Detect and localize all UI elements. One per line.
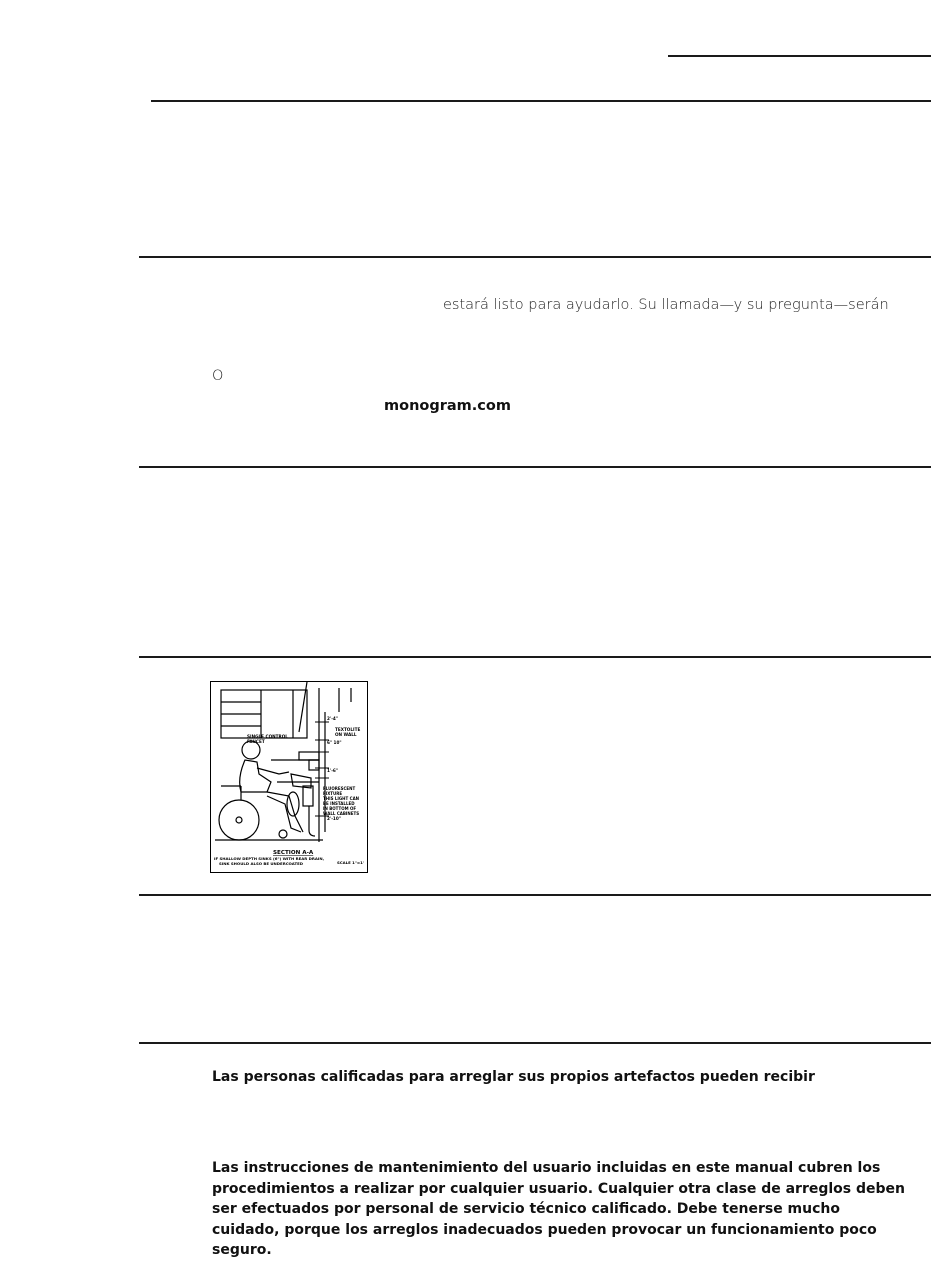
textolite-label: TEXTOLITE [335,727,361,732]
figure-note-line1: IF SHALLOW DEPTH SINKS (6") WITH REAR DRAIN, [214,856,325,861]
support-or-text: O [212,368,224,384]
section-divider-5 [139,1042,931,1044]
svg-text:BE INSTALLED: BE INSTALLED [323,801,355,806]
svg-text:WALL CABINETS: WALL CABINETS [323,811,360,816]
figure-note-line2: SINK SHOULD ALSO BE UNDERCOATED [219,861,304,866]
website-link[interactable]: monogram.com [384,398,511,414]
section-divider-4 [139,894,931,896]
service-instructions: Las instrucciones de mantenimiento del usuario incluidas en este manual cubren los procedimientos a realizar por cualquier usuario. Cualquier otra clase de arreglos deben ser efectuados por personal de servicio técnico calificado. Debe tenerse mucho cuidado, porque los arreglos inadecuados pueden provocar un funcionamiento poco seguro. [212,1160,905,1258]
svg-text:1'-6": 1'-6" [327,768,339,773]
section-divider-3 [139,656,931,658]
svg-text:2'-10": 2'-10" [327,816,341,821]
svg-text:6" 10": 6" 10" [327,740,342,745]
support-ready-text: estará listo para ayudarlo. Su llamada—y su pregunta—serán [443,297,889,313]
figure-scale: SCALE 1"=1' [337,860,365,865]
header-rule-short [668,55,931,57]
section-divider-1 [139,256,931,258]
figure-section-title: SECTION A-A [273,850,314,856]
svg-text:FAUCET: FAUCET [247,739,265,744]
header-rule [151,100,931,102]
accessible-sink-diagram [210,681,368,873]
svg-text:FIXTURE: FIXTURE [323,791,343,796]
svg-text:IN BOTTOM OF: IN BOTTOM OF [323,806,357,811]
fluorescent-label: FLUORESCENT [323,786,356,791]
svg-text:2'-4": 2'-4" [327,716,339,721]
service-intro: Las personas calificadas para arreglar sus propios artefactos pueden recibir [212,1069,815,1085]
faucet-label: SINGLE CONTROL [247,734,288,739]
svg-text:ON WALL: ON WALL [335,732,357,737]
section-divider-2 [139,466,931,468]
svg-text:THIS LIGHT CAN: THIS LIGHT CAN [323,796,360,801]
